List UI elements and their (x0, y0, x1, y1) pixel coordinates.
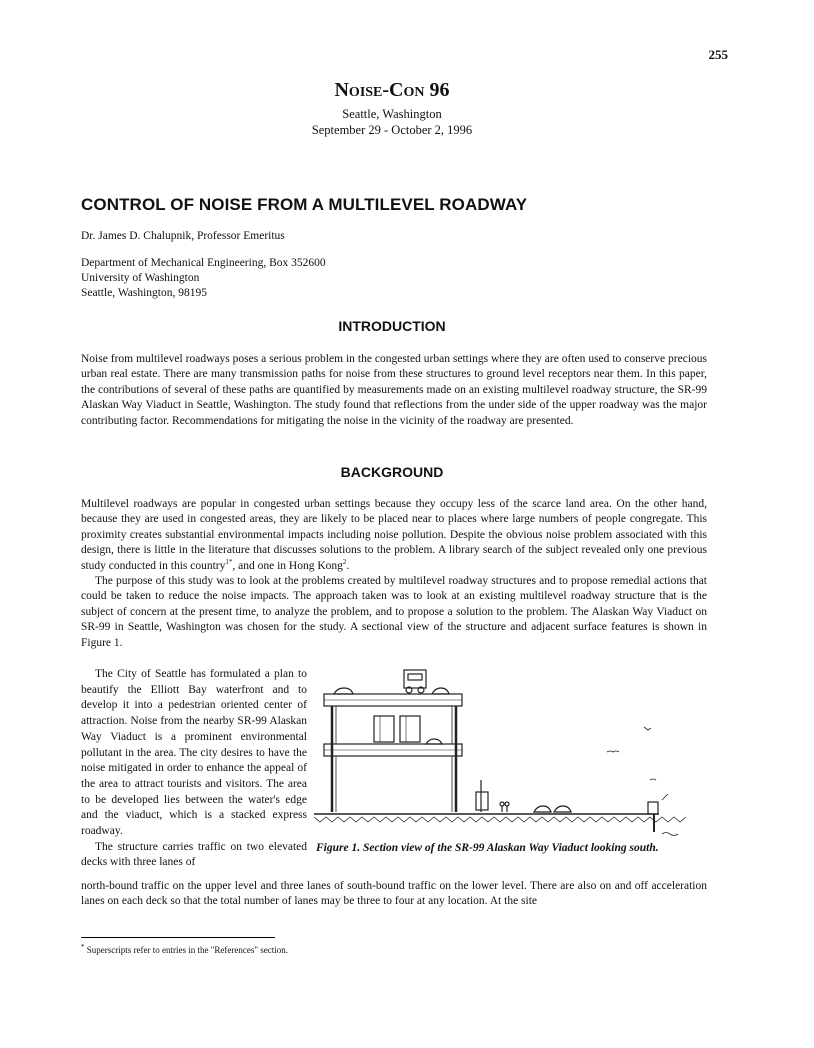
section-heading-introduction: INTRODUCTION (338, 318, 446, 334)
car-icon (334, 688, 353, 694)
conference-dates: September 29 - October 2, 1996 (311, 123, 473, 137)
truck-icon (404, 670, 426, 688)
car-icon (554, 806, 571, 812)
background-column-text (81, 667, 307, 871)
figure-caption-text: Section view of the SR-99 Alaskan Way Viaduct looking south. (362, 842, 659, 854)
car-icon (426, 739, 442, 744)
conference-name (0, 79, 784, 102)
car-icon (432, 688, 449, 694)
figure-caption (316, 840, 696, 856)
truck-icon (400, 716, 420, 742)
figure-label: Figure 1. (316, 842, 361, 854)
conference-name-year: 96 (429, 79, 450, 101)
conference-name-prefix: Noise-Con (334, 79, 425, 101)
author: Dr. James D. Chalupnik, Professor Emeritus (81, 230, 285, 242)
reference-superscript: 2 (342, 557, 347, 566)
affiliation-line: University of Washington (81, 272, 200, 284)
section-heading-background: BACKGROUND (340, 464, 444, 480)
introduction-text: Noise from multilevel roadways poses a serious problem in the congested urban settings where they are often used to conserve precious urban real estate. There are many transmission paths for noise from these structures to ground level receptors near them. In this paper, the contributions of several of these paths are quantified by measurements made on an existing multilevel roadway structure, the SR-99 Alaskan Way Viaduct in Seattle, Washington. The study found that reflections from the under side of the upper roadway was the major contributing factor. Recommendations for mitigating the noise in the vicinity of the roadway are presented. (81, 353, 707, 427)
background-paragraph-3: The City of Seattle has formulated a plan to beautify the Elliott Bay waterfront and to develop it into a pedestrian oriented center of attraction. Noise from the nearby SR-99 Alaskan Way Viaduct is a prominent environmental pollutant in the area. The city desires to have the noise mitigated in order to enhance the appeal of the area to attract tourists and visitors. The area to be developed lies between the water's edge and the viaduct, which is a stacked express roadway. (81, 668, 307, 838)
ground-hatch (314, 817, 686, 822)
background-p1-end: . (346, 559, 350, 572)
background-paragraph-2: The purpose of this study was to look at the problems created by multilevel roadway structures and to propose remedial actions that could be taken to reduce the noise impacts. The approach taken was to look at an existing multilevel roadway structure that is the subject of concern at the present time, to analyze the problem, and to propose a solution to the problem. The Alaskan Way Viaduct on SR-99 in Seattle, Washington was chosen for the study. A sectional view of the structure and adjacent surface features is shown in Figure 1. (81, 575, 707, 649)
viaduct-section-figure (314, 662, 689, 842)
footnote-mark: * (81, 943, 85, 951)
background-p1-text: Multilevel roadways are popular in congested urban settings because they occupy less of the scarce land area. On the other hand, because they are used in congested areas, they are likely to be placed near to places where large numbers of people congregate. This proximity creates substantial environmental impacts including noise pollution. Despite the obvious noise problem associated with this design, there is little in the literature that discusses solutions to the problem. A library search of the subject revealed only one previous study conducted in this country (81, 498, 707, 572)
reference-superscript: 1* (225, 557, 233, 566)
affiliation-line: Seattle, Washington, 98195 (81, 287, 207, 299)
background-paragraphs (81, 497, 707, 651)
background-paragraph-4-cont (81, 879, 707, 910)
footnote-rule (81, 937, 275, 938)
background-paragraph-4-start: The structure carries traffic on two elevated decks with three lanes of (81, 840, 307, 869)
truck-icon (374, 716, 394, 742)
footnote (81, 945, 288, 955)
background-paragraph-4-text: north-bound traffic on the upper level and three lanes of south-bound traffic on the lower level. There are also on and off acceleration lanes on each deck so that the total number of lanes may be three to four at any location. At the site (81, 880, 707, 908)
page-number: 255 (708, 47, 728, 62)
car-icon (534, 806, 551, 812)
affiliation-line: Department of Mechanical Engineering, Box 352600 (81, 257, 326, 269)
paper-title: CONTROL OF NOISE FROM A MULTILEVEL ROADWAY (81, 195, 528, 214)
introduction-paragraph (81, 352, 707, 429)
background-p1-text-cont: , and one in Hong Kong (232, 559, 343, 572)
affiliation (81, 256, 326, 301)
footnote-text: Superscripts refer to entries in the "References" section. (86, 945, 289, 955)
conference-city: Seattle, Washington (342, 107, 442, 121)
background-paragraph-1 (81, 497, 707, 574)
